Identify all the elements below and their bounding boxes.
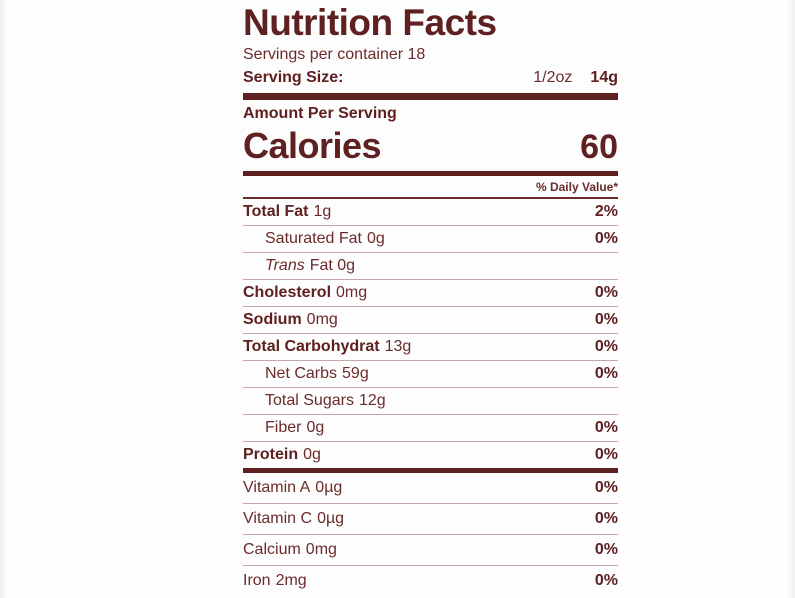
nutrient-name: Fiber	[265, 419, 302, 436]
serving-size-row	[243, 65, 618, 91]
nutrient-row	[243, 442, 618, 468]
nutrition-facts-panel	[243, 0, 618, 596]
nutrient-row	[243, 280, 618, 306]
nutrient-daily-value: 0%	[594, 311, 618, 328]
vitamin-daily-value: 0%	[594, 572, 618, 589]
nutrient-amount: 1g	[313, 203, 332, 220]
nutrient-daily-value: 0%	[594, 230, 618, 247]
vitamin-row	[243, 566, 618, 596]
nutrient-amount: 0mg	[306, 311, 338, 328]
daily-value-header: % Daily Value*	[535, 180, 618, 194]
nutrient-amount: 13g	[384, 338, 412, 355]
vitamin-daily-value: 0%	[594, 541, 618, 558]
nutrient-row	[243, 361, 618, 387]
nutrient-amount: 0g	[366, 230, 385, 247]
nutrient-amount: 0mg	[336, 284, 368, 301]
servings-per-container: Servings per container 18	[243, 46, 426, 63]
nutrient-row	[243, 307, 618, 333]
nutrient-name: Sodium	[243, 311, 302, 328]
serving-size-label: Serving Size:	[243, 69, 344, 86]
serving-size-metric: 14g	[590, 69, 618, 86]
nutrient-amount: 12g	[358, 392, 386, 409]
nutrient-amount: 0g	[303, 446, 321, 463]
calories-row	[243, 126, 618, 171]
serving-size-value: 1/2oz	[533, 69, 573, 86]
nutrient-daily-value: 0%	[594, 338, 618, 355]
nutrient-name: Cholesterol	[243, 284, 332, 301]
vitamin-daily-value: 0%	[594, 479, 618, 496]
nutrient-name: Net Carbs	[265, 365, 338, 382]
nutrient-row	[243, 415, 618, 441]
nutrient-name: Total Carbohydrat	[243, 338, 380, 355]
nutrient-amount: 0g	[306, 419, 325, 436]
nutrient-row	[243, 388, 618, 414]
calories-value: 60	[580, 128, 618, 166]
nutrient-name: Saturated Fat	[265, 230, 362, 247]
vitamin-row	[243, 504, 618, 534]
vitamin-row	[243, 473, 618, 503]
nutrient-name: Total Sugars	[265, 392, 354, 409]
nutrient-amount: 59g	[342, 365, 369, 382]
vitamin-amount: 0µg	[315, 479, 343, 496]
vitamin-row	[243, 535, 618, 565]
nutrient-name: Total Fat	[243, 203, 309, 220]
nutrient-name: Protein	[243, 446, 299, 463]
vitamin-amount: 0µg	[317, 510, 345, 527]
nutrient-daily-value: 0%	[594, 284, 618, 301]
nutrient-daily-value: 0%	[594, 365, 618, 382]
amount-per-serving-label: Amount Per Serving	[243, 105, 397, 122]
vitamin-daily-value: 0%	[594, 510, 618, 527]
vitamin-name: Vitamin A	[243, 479, 311, 496]
nutrient-daily-value: 0%	[594, 446, 618, 463]
nutrient-row	[243, 334, 618, 360]
page-title: Nutrition Facts	[243, 2, 497, 43]
nutrient-daily-value: 0%	[594, 419, 618, 436]
vitamin-amount: 2mg	[275, 572, 307, 589]
nutrient-row	[243, 253, 618, 279]
vitamin-list	[243, 473, 618, 596]
vitamin-name: Calcium	[243, 541, 301, 558]
nutrient-row	[243, 226, 618, 252]
vitamin-name: Iron	[243, 572, 271, 589]
nutrient-daily-value: 2%	[594, 203, 618, 220]
calories-label: Calories	[243, 125, 382, 166]
nutrient-row	[243, 199, 618, 225]
vitamin-name: Vitamin C	[243, 510, 313, 527]
nutrient-name: Trans	[265, 257, 305, 274]
vitamin-amount: 0mg	[305, 541, 337, 558]
nutrient-amount: Fat 0g	[309, 257, 356, 274]
nutrient-list	[243, 199, 618, 468]
divider-thick-top	[243, 93, 618, 100]
